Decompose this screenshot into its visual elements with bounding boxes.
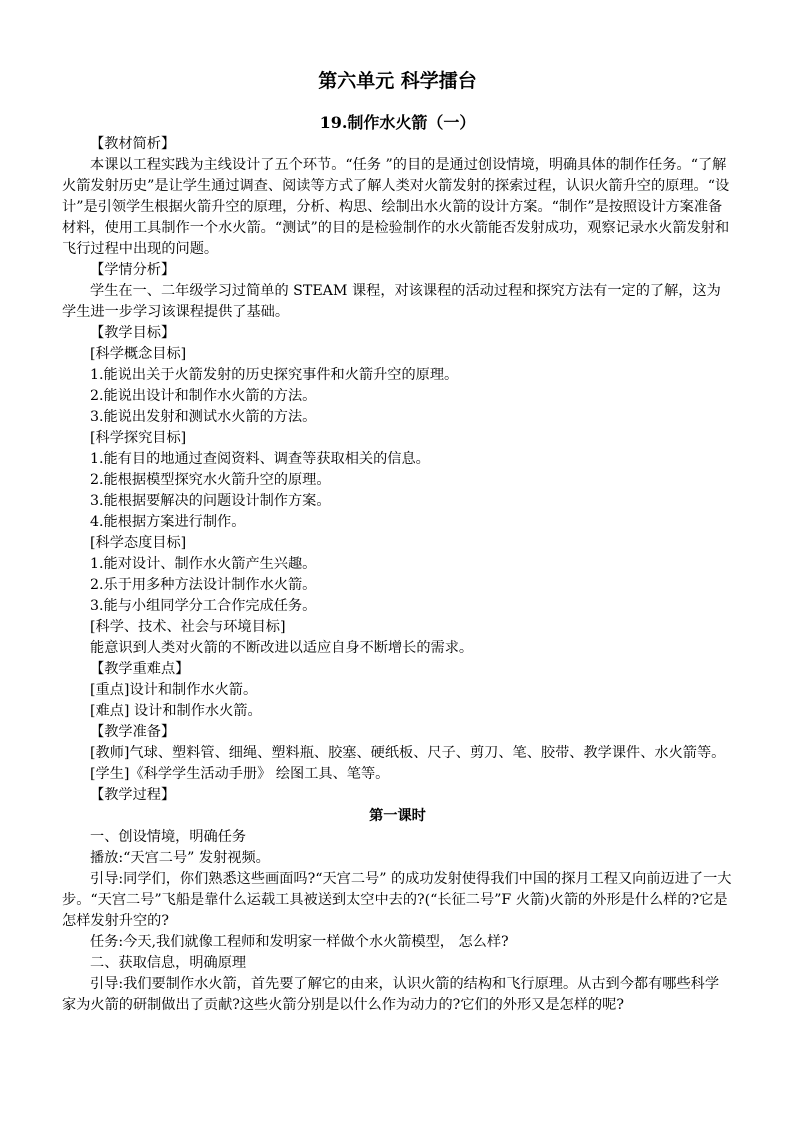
key-point: [重点]设计和制作水火箭。 — [90, 682, 258, 698]
unit-title: 第六单元 科学擂台 — [318, 70, 477, 92]
xueqing-paragraph: 学生在一、二年级学习过简单的 STEAM 课程，对该课程的活动过程和探究方法有一定的了解，这为学生进一步学习该课程提供了基础。 — [62, 283, 721, 320]
lesson-title: 19.制作水火箭（一） — [319, 113, 476, 132]
process-step-heading: 二、获取信息，明确原理 — [90, 955, 247, 971]
prep-teacher: [教师]气球、塑料管、细绳、塑料瓶、胶塞、硬纸板、尺子、剪刀、笔、胶带、教学课件、水火箭等。 — [90, 745, 726, 761]
process-paragraph: 引导:同学们，你们熟悉这些画面吗?“天宫二号” 的成功发射使得我们中国的探月工程又向前迈进了一大步。“天宫二号”飞船是靠什么运载工具被送到太空中去的?(“长征二号”F 火箭)火箭的外形是什么样的?它是怎样发射升空的? — [62, 871, 732, 929]
goal-attitude-heading: [科学态度目标] — [90, 535, 187, 551]
goal-inquiry-item: 1.能有目的地通过查阅资料、调查等获取相关的信息。 — [90, 451, 430, 467]
goal-inquiry-heading: [科学探究目标] — [90, 430, 187, 446]
goal-inquiry-item: 2.能根据模型探究水火箭升空的原理。 — [90, 472, 331, 488]
goal-sts-item: 能意识到人类对火箭的不断改进以适应自身不断增长的需求。 — [90, 640, 474, 656]
hard-point: [难点] 设计和制作水火箭。 — [90, 703, 262, 719]
process-paragraph: 任务:今天,我们就像工程师和发明家一样做个水火箭模型， 怎么样? — [90, 934, 509, 950]
goal-attitude-item: 3.能与小组同学分工合作完成任务。 — [90, 598, 317, 614]
goal-concept-item: 3.能说出发射和测试水火箭的方法。 — [90, 409, 317, 425]
lesson-period-title: 第一课时 — [369, 808, 426, 824]
process-paragraph: 播放:“天宫二号” 发射视频。 — [90, 850, 270, 866]
process-step-heading: 一、创设情境，明确任务 — [90, 829, 247, 845]
process-paragraph: 引导:我们要制作水火箭，首先要了解它的由来，认识火箭的结构和飞行原理。从古到今都有哪些科学家为火箭的研制做出了贡献?这些火箭分别是以什么作为动力的?它们的外形又是怎样的呢? — [62, 976, 720, 1013]
goal-inquiry-item: 4.能根据方案进行制作。 — [90, 514, 246, 530]
section-heading-zhunbei: 【教学准备】 — [90, 724, 176, 740]
section-heading-mubiao: 【教学目标】 — [90, 325, 176, 341]
goal-concept-item: 2.能说出设计和制作水火箭的方法。 — [90, 388, 317, 404]
section-heading-jiaocai: 【教材简析】 — [90, 136, 176, 152]
goal-sts-heading: [科学、技术、社会与环境目标] — [90, 619, 286, 635]
goal-inquiry-item: 3.能根据要解决的问题设计制作方案。 — [90, 493, 331, 509]
section-heading-zhongnan: 【教学重难点】 — [90, 661, 190, 677]
goal-attitude-item: 1.能对设计、制作水火箭产生兴趣。 — [90, 556, 317, 572]
goal-attitude-item: 2.乐于用多种方法设计制作水火箭。 — [90, 577, 317, 593]
goal-concept-heading: [科学概念目标] — [90, 346, 187, 362]
section-heading-xueqing: 【学情分析】 — [90, 262, 176, 278]
section-heading-guocheng: 【教学过程】 — [90, 787, 176, 803]
goal-concept-item: 1.能说出关于火箭发射的历史探究事件和火箭升空的原理。 — [90, 367, 459, 383]
prep-student: [学生]《科学学生活动手册》 绘图工具、笔等。 — [90, 766, 390, 782]
jiaocai-paragraph: 本课以工程实践为主线设计了五个环节。“任务 ”的目的是通过创设情境，明确具体的制作任务。“了解火箭发射历史”是让学生通过调查、阅读等方式了解人类对火箭发射的探索过程，认识火箭升空的原理。“设计”是引领学生根据火箭升空的原理，分析、构思、绘制出水火箭的设计方案。“制作”是按照设计方案准备材料，使用工具制作一个水火箭。“测试”的目的是检验制作的水火箭能否发射成功，观察记录水火箭发射和飞行过程中出现的问题。 — [62, 157, 730, 257]
